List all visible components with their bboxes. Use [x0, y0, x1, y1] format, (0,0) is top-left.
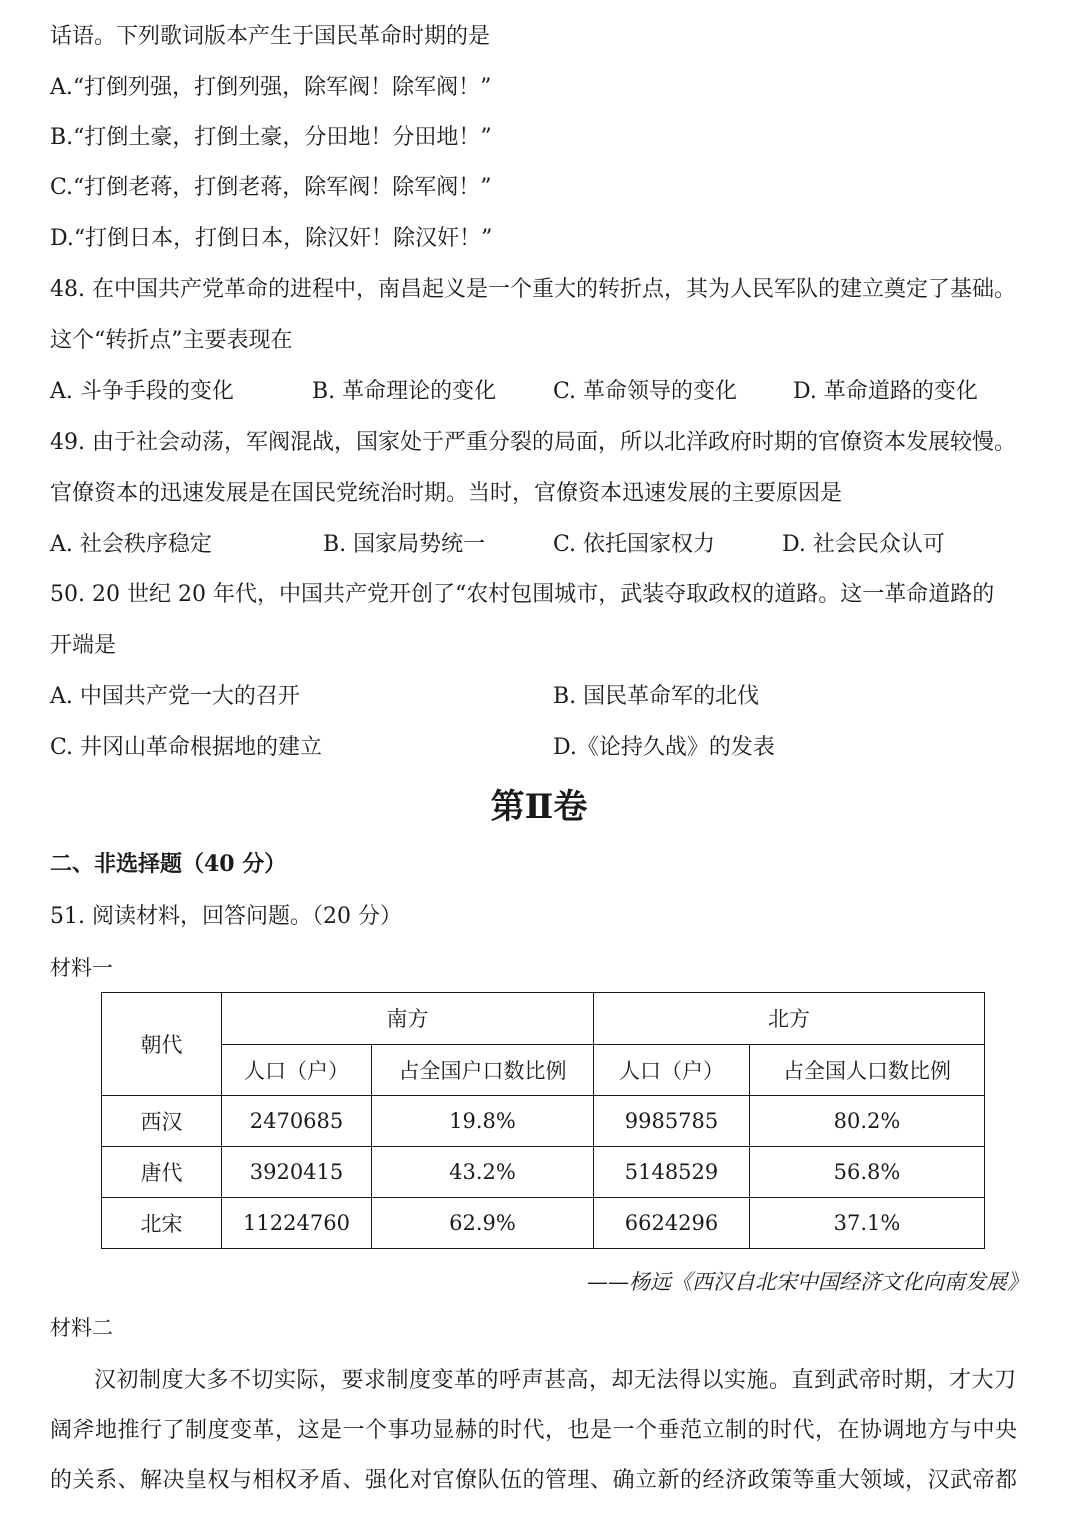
north-pop-cell: 6624296 [594, 1198, 750, 1249]
option-d: D. 社会民众认可 [782, 532, 945, 557]
south-pct-cell: 43.2% [372, 1147, 594, 1198]
north-pct-cell: 56.8% [750, 1147, 985, 1198]
north-pop-cell: 9985785 [594, 1096, 750, 1147]
material-2-label: 材料二 [50, 1316, 113, 1340]
dynasty-cell: 唐代 [102, 1147, 222, 1198]
subheader-south-pct: 占全国户口数比例 [372, 1044, 594, 1096]
dynasty-cell: 西汉 [102, 1096, 222, 1147]
south-pop-cell: 2470685 [222, 1096, 372, 1147]
table-row [102, 1147, 985, 1198]
north-pct-cell: 37.1% [750, 1198, 985, 1249]
question-48-stem-cont: 这个“转折点”主要表现在 [50, 328, 293, 353]
option-b: B. 国家局势统一 [323, 532, 486, 557]
header-north: 北方 [594, 993, 985, 1045]
option-d: D. 革命道路的变化 [793, 379, 978, 404]
option-b: B. 国民革命军的北伐 [553, 684, 760, 709]
south-pct-cell: 19.8% [372, 1096, 594, 1147]
question-51-stem: 51. 阅读材料，回答问题。（20 分） [50, 904, 402, 929]
question-49-stem: 49. 由于社会动荡，军阀混战，国家处于严重分裂的局面，所以北洋政府时期的官僚资本发展较慢。 [50, 430, 1016, 455]
option-c: C. 依托国家权力 [553, 532, 716, 557]
subheader-south-pop: 人口（户） [222, 1044, 372, 1096]
option-a: A. 中国共产党一大的召开 [50, 684, 300, 709]
option-a: A. 社会秩序稳定 [50, 532, 212, 557]
population-table [101, 992, 985, 1249]
option-d: D.《论持久战》的发表 [553, 735, 775, 760]
dynasty-cell: 北宋 [102, 1198, 222, 1249]
option-b: B. 革命理论的变化 [312, 379, 497, 404]
option-c: C. 革命领导的变化 [553, 379, 738, 404]
material-2-text: 汉初制度大多不切实际，要求制度变革的呼声甚高，却无法得以实施。直到武帝时期，才大刀阔斧地推行了制度变革，这是一个事功显赫的时代，也是一个垂范立制的时代，在协调地方与中央的关系、解决皇权与相权矛盾、强化对官僚队伍的管理、确立新的经济政策等重大领域，汉武帝都 [50, 1368, 1018, 1493]
table-source: ——杨远《西汉自北宋中国经济文化向南发展》 [587, 1270, 1028, 1294]
north-pop-cell: 5148529 [594, 1147, 750, 1198]
subheader-north-pct: 占全国人口数比例 [750, 1044, 985, 1096]
option-c: C.“打倒老蒋，打倒老蒋，除军阀！除军阀！” [50, 175, 492, 200]
option-a: A. 斗争手段的变化 [50, 379, 234, 404]
table-row [102, 1096, 985, 1147]
header-dynasty: 朝代 [102, 993, 222, 1096]
subheader-north-pop: 人口（户） [594, 1044, 750, 1096]
question-50-stem: 50. 20 世纪 20 年代，中国共产党开创了“农村包围城市，武装夺取政权的道路。这一革命道路的 [50, 582, 995, 607]
south-pop-cell: 3920415 [222, 1147, 372, 1198]
section-heading: 二、非选择题（40 分） [50, 851, 287, 877]
header-south: 南方 [222, 993, 594, 1045]
option-a: A.“打倒列强，打倒列强，除军阀！除军阀！” [50, 75, 492, 100]
material-1-label: 材料一 [50, 956, 113, 980]
question-48-stem: 48. 在中国共产党革命的进程中，南昌起义是一个重大的转折点，其为人民军队的建立奠定了基础。 [50, 277, 1016, 302]
option-b: B.“打倒土豪，打倒土豪，分田地！分田地！” [50, 125, 492, 150]
south-pct-cell: 62.9% [372, 1198, 594, 1249]
table-row [102, 1198, 985, 1249]
option-d: D.“打倒日本，打倒日本，除汉奸！除汉奸！” [50, 226, 493, 251]
question-text: 话语。下列歌词版本产生于国民革命时期的是 [50, 24, 491, 49]
section-title: 第Ⅱ卷 [490, 787, 588, 827]
north-pct-cell: 80.2% [750, 1096, 985, 1147]
question-50-stem-cont: 开端是 [50, 633, 117, 658]
south-pop-cell: 11224760 [222, 1198, 372, 1249]
option-c: C. 井冈山革命根据地的建立 [50, 735, 323, 760]
question-49-stem-cont: 官僚资本的迅速发展是在国民党统治时期。当时，官僚资本迅速发展的主要原因是 [50, 481, 843, 506]
